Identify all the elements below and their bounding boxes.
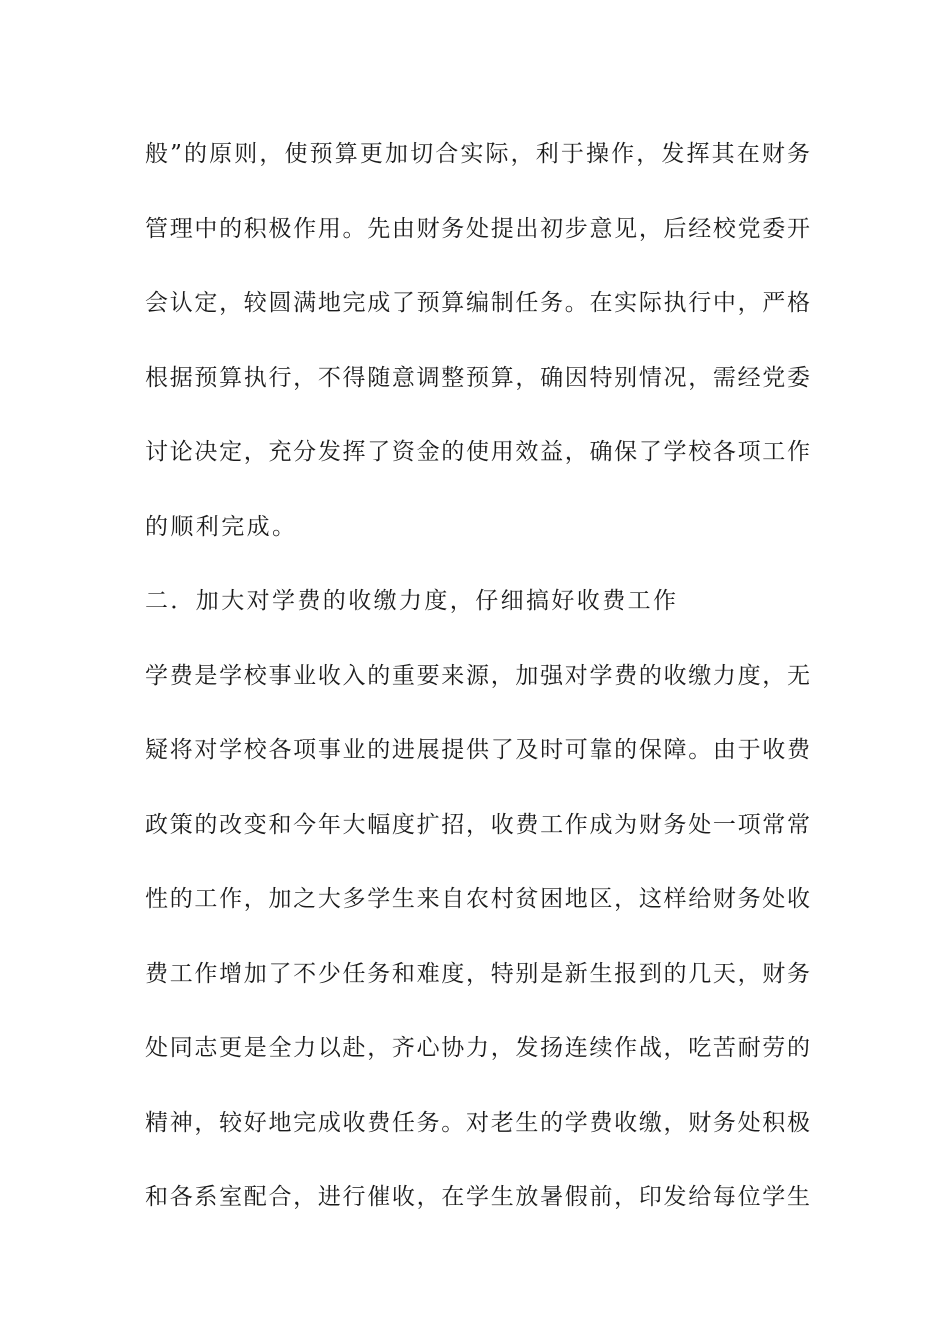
paragraph-line: 学费是学校事业收入的重要来源，加强对学费的收缴力度，无 (145, 662, 810, 689)
paragraph-line: 政策的改变和今年大幅度扩招，收费工作成为财务处一项常常 (145, 811, 810, 838)
paragraph-line: 精神，较好地完成收费任务。对老生的学费收缴，财务处积极 (145, 1109, 810, 1136)
paragraph-line: 的顺利完成。 (145, 513, 298, 540)
paragraph-line: 费工作增加了不少任务和难度，特别是新生报到的几天，财务 (145, 960, 810, 987)
paragraph-line: 性的工作，加之大多学生来自农村贫困地区，这样给财务处收 (145, 886, 810, 912)
paragraph-line: 处同志更是全力以赴，齐心协力，发扬连续作战，吃苦耐劳的 (145, 1035, 810, 1061)
section-heading: 二．加大对学费的收缴力度，仔细搞好收费工作 (145, 588, 679, 614)
document-body (145, 131, 810, 1249)
paragraph-line: 般”的原则，使预算更加切合实际，利于操作，发挥其在财务 (145, 141, 810, 167)
paragraph-line: 讨论决定，充分发挥了资金的使用效益，确保了学校各项工作 (145, 439, 810, 465)
paragraph-line: 管理中的积极作用。先由财务处提出初步意见，后经校党委开 (145, 215, 810, 242)
paragraph-line: 根据预算执行，不得随意调整预算，确因特别情况，需经党委 (145, 364, 810, 391)
paragraph-line: 疑将对学校各项事业的进展提供了及时可靠的保障。由于收费 (145, 737, 810, 763)
paragraph-line: 会认定，较圆满地完成了预算编制任务。在实际执行中，严格 (145, 290, 810, 316)
paragraph-line: 和各系室配合，进行催收，在学生放暑假前，印发给每位学生 (145, 1184, 810, 1210)
